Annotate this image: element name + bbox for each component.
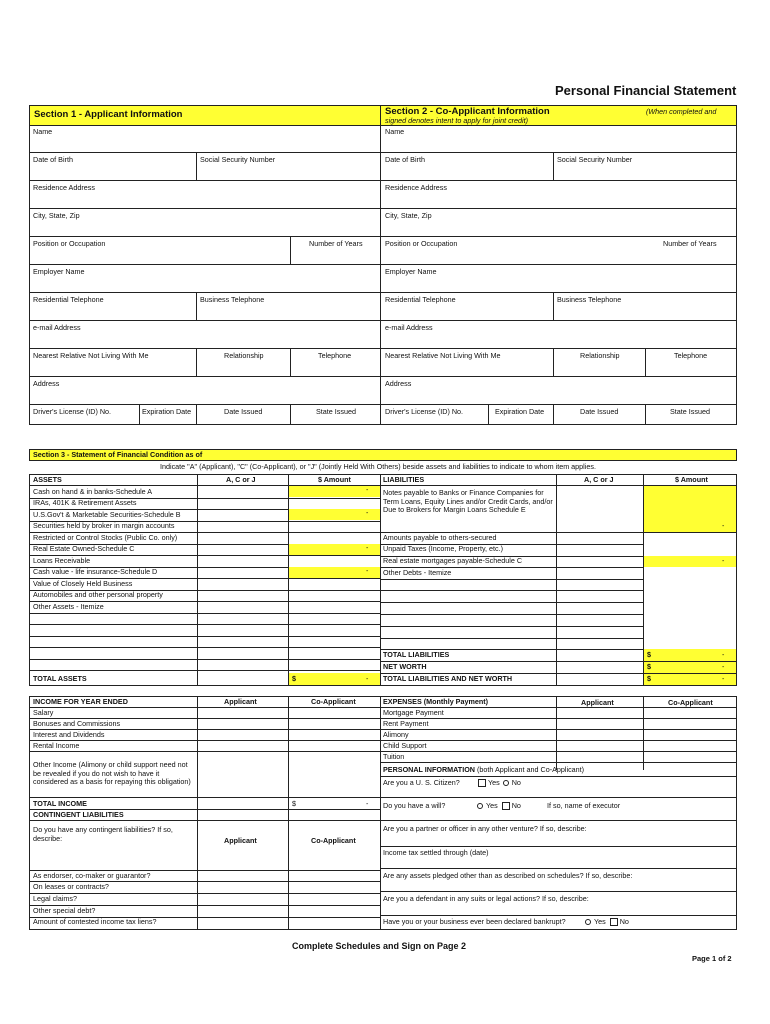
assets-amount-header: $ Amount bbox=[318, 475, 351, 484]
section3-instruction: Indicate "A" (Applicant), "C" (Co-Applicant), or "J" (Jointly Held With Others) beside assets and liabilities to indicate to whom item applies. bbox=[160, 462, 596, 471]
asset-row-label: Cash on hand & in banks-Schedule A bbox=[33, 486, 153, 496]
s1-issued-label: Date Issued bbox=[224, 407, 263, 416]
asset-securities-dash: - bbox=[366, 510, 369, 517]
s1-relationship-label: Relationship bbox=[224, 351, 264, 360]
citizen-no-label: No bbox=[511, 778, 521, 787]
expense-rent: Rent Payment bbox=[383, 719, 429, 728]
net-worth-dash: - bbox=[722, 664, 725, 671]
asset-row-label: Cash value - life insurance-Schedule D bbox=[33, 567, 158, 576]
asset-row-line bbox=[29, 670, 380, 671]
bankrupt-no-label: No bbox=[619, 917, 629, 926]
will-yes-checkbox[interactable] bbox=[477, 803, 483, 809]
s2-relative-label: Nearest Relative Not Living With Me bbox=[385, 351, 501, 360]
contingent-special: Other special debt? bbox=[33, 906, 96, 915]
citizen-question: Are you a U. S. Citizen? bbox=[383, 778, 460, 787]
total-income-dollar: $ bbox=[292, 799, 296, 808]
s1-license-label: Driver's License (ID) No. bbox=[33, 407, 112, 416]
s2-email-label: e-mail Address bbox=[385, 323, 433, 332]
liab-notes-label: Notes payable to Banks or Finance Companies for Term Loans, Equity Lines and/or Credit Cards, and/or Due to Brokers for Margin Loans Schedule E bbox=[383, 488, 553, 515]
income-other: Other Income (Alimony or child support need not be revealed if you do not wish to have it considered as a basis for repaying this obligation) bbox=[33, 760, 191, 787]
liab-row-line bbox=[380, 626, 644, 627]
liab-mortgage-dash: - bbox=[722, 558, 725, 565]
defendant-question: Are you a defendant in any suits or legal actions? If so, describe: bbox=[383, 894, 589, 903]
total-assets-dash: - bbox=[366, 676, 369, 683]
asset-row-line bbox=[29, 659, 380, 660]
page-title: Personal Financial Statement bbox=[555, 83, 737, 98]
total-liab-nw-dollar: $ bbox=[647, 674, 651, 683]
asset-row-label: Restricted or Control Stocks (Public Co. only) bbox=[33, 532, 178, 542]
income-header: INCOME FOR YEAR ENDED bbox=[33, 697, 128, 706]
expense-child-support: Child Support bbox=[383, 741, 427, 750]
citizen-no-checkbox[interactable] bbox=[503, 780, 509, 786]
liab-row-line bbox=[380, 614, 644, 615]
asset-row-label: Automobiles and other personal property bbox=[33, 590, 163, 599]
net-worth-dollar: $ bbox=[647, 662, 651, 671]
citizen-yes-label: Yes bbox=[488, 778, 500, 787]
bankrupt-question: Have you or your business ever been declared bankrupt? bbox=[383, 917, 566, 926]
asset-lifeins-dash: - bbox=[366, 568, 369, 575]
total-liab-dollar: $ bbox=[647, 650, 651, 659]
executor-label: If so, name of executor bbox=[547, 801, 621, 810]
s2-city-label: City, State, Zip bbox=[385, 211, 432, 220]
will-no-label: No bbox=[511, 801, 521, 810]
s2-license-label: Driver's License (ID) No. bbox=[385, 407, 464, 416]
will-no-checkbox[interactable] bbox=[502, 802, 510, 810]
s1-employer-label: Employer Name bbox=[33, 267, 85, 276]
contingent-applicant-header: Applicant bbox=[224, 836, 257, 845]
liab-taxes: Unpaid Taxes (Income, Property, etc.) bbox=[383, 544, 503, 553]
s1-position-label: Position or Occupation bbox=[33, 239, 106, 248]
expenses-applicant-header: Applicant bbox=[581, 698, 614, 707]
income-applicant-header: Applicant bbox=[224, 697, 257, 706]
asset-realestate-dash: - bbox=[366, 545, 369, 552]
asset-cash-dash: - bbox=[366, 487, 369, 494]
s2-dob-label: Date of Birth bbox=[385, 155, 425, 164]
asset-row-label: Loans Receivable bbox=[33, 555, 91, 565]
s2-bus-phone-label: Business Telephone bbox=[557, 295, 622, 304]
total-assets-label: TOTAL ASSETS bbox=[33, 674, 87, 683]
expense-tuition: Tuition bbox=[383, 752, 405, 761]
s2-relationship-label: Relationship bbox=[580, 351, 620, 360]
will-question: Do you have a will? bbox=[383, 801, 446, 810]
s2-employer-label: Employer Name bbox=[385, 267, 437, 276]
contingent-legal: Legal claims? bbox=[33, 894, 77, 903]
bankrupt-yes-checkbox[interactable] bbox=[585, 919, 591, 925]
s1-state-label: State Issued bbox=[316, 407, 356, 416]
expenses-coapplicant-header: Co-Applicant bbox=[668, 698, 713, 707]
s1-telephone-label: Telephone bbox=[318, 351, 352, 360]
personal-header-note: (both Applicant and Co-Applicant) bbox=[476, 765, 585, 774]
s1-expiration-label: Expiration Date bbox=[142, 407, 192, 416]
will-yes-label: Yes bbox=[486, 801, 498, 810]
total-income-label: TOTAL INCOME bbox=[33, 799, 87, 808]
liab-row-line bbox=[380, 638, 644, 639]
total-liabilities-label: TOTAL LIABILITIES bbox=[383, 650, 450, 659]
s2-telephone-label: Telephone bbox=[674, 351, 708, 360]
asset-row-label: Securities held by broker in margin accounts bbox=[33, 521, 175, 530]
footer-complete-note: Complete Schedules and Sign on Page 2 bbox=[292, 941, 467, 951]
contingent-header: CONTINGENT LIABILITIES bbox=[33, 810, 124, 819]
expenses-header: EXPENSES (Monthly Payment) bbox=[383, 697, 489, 706]
s1-email-label: e-mail Address bbox=[33, 323, 81, 332]
total-assets-dollar: $ bbox=[292, 674, 296, 683]
s1-dob-label: Date of Birth bbox=[33, 155, 73, 164]
total-liab-dash: - bbox=[722, 652, 725, 659]
liab-notes-dash: - bbox=[722, 523, 725, 530]
bankrupt-yes-label: Yes bbox=[594, 917, 606, 926]
asset-row-label: IRAs, 401K & Retirement Assets bbox=[33, 498, 137, 507]
s1-name-label: Name bbox=[33, 127, 53, 136]
contingent-question: Do you have any contingent liabilities? If so, describe: bbox=[33, 825, 173, 843]
asset-row-label: Real Estate Owned-Schedule C bbox=[33, 544, 135, 553]
s2-res-phone-label: Residential Telephone bbox=[385, 295, 456, 304]
expense-mortgage: Mortgage Payment bbox=[383, 708, 444, 717]
section1-header: Section 1 - Applicant Information bbox=[34, 109, 183, 120]
s1-address-label: Residence Address bbox=[33, 183, 95, 192]
personal-header: PERSONAL INFORMATION bbox=[383, 765, 475, 774]
s1-res-phone-label: Residential Telephone bbox=[33, 295, 104, 304]
assets-acj-header: A, C or J bbox=[226, 475, 256, 484]
liab-row-line bbox=[380, 602, 644, 603]
asset-row-label: Value of Closely Held Business bbox=[33, 578, 133, 588]
section2-header: Section 2 - Co-Applicant Information bbox=[385, 106, 550, 117]
s2-expiration-label: Expiration Date bbox=[495, 407, 545, 416]
s2-rel-address-label: Address bbox=[385, 379, 412, 388]
asset-row-line bbox=[29, 636, 380, 637]
total-liab-nw-dash: - bbox=[722, 676, 725, 683]
page-number: Page 1 of 2 bbox=[692, 954, 732, 963]
total-liab-nw-label: TOTAL LIABILITIES AND NET WORTH bbox=[383, 674, 513, 683]
liab-amount-header: $ Amount bbox=[675, 475, 708, 484]
s1-city-label: City, State, Zip bbox=[33, 211, 80, 220]
bankrupt-no-checkbox[interactable] bbox=[610, 918, 618, 926]
income-interest: Interest and Dividends bbox=[33, 730, 105, 739]
total-income-dash: - bbox=[366, 801, 369, 808]
section2-note2: signed denotes intent to apply for joint credit) bbox=[385, 116, 529, 125]
section3-header: Section 3 - Statement of Financial Condition as of bbox=[33, 450, 203, 459]
s2-name-label: Name bbox=[385, 127, 405, 136]
asset-row-label: Other Assets - Itemize bbox=[33, 601, 104, 611]
s2-years-label: Number of Years bbox=[663, 239, 717, 248]
income-rental: Rental Income bbox=[33, 741, 80, 750]
s2-position-label: Position or Occupation bbox=[385, 239, 458, 248]
s1-rel-address-label: Address bbox=[33, 379, 60, 388]
partner-question: Are you a partner or officer in any other venture? If so, describe: bbox=[383, 824, 587, 833]
section2-note: (When completed and bbox=[646, 107, 717, 116]
contingent-endorser: As endorser, co-maker or guarantor? bbox=[33, 871, 151, 880]
net-worth-label: NET WORTH bbox=[383, 662, 427, 671]
s1-bus-phone-label: Business Telephone bbox=[200, 295, 265, 304]
s2-ssn-label: Social Security Number bbox=[557, 155, 633, 164]
applicant-info-table bbox=[29, 105, 737, 425]
tax-settled-label: Income tax settled through (date) bbox=[383, 848, 489, 857]
s1-relative-label: Nearest Relative Not Living With Me bbox=[33, 351, 149, 360]
asset-row-line bbox=[29, 647, 380, 648]
liab-other: Other Debts - Itemize bbox=[383, 568, 452, 577]
liab-mortgage: Real estate mortgages payable-Schedule C bbox=[383, 556, 523, 565]
income-bonuses: Bonuses and Commissions bbox=[33, 719, 121, 728]
liab-row-line bbox=[380, 579, 644, 580]
liab-header: LIABILITIES bbox=[383, 475, 425, 484]
s2-address-label: Residence Address bbox=[385, 183, 447, 192]
s2-issued-label: Date Issued bbox=[580, 407, 619, 416]
liab-secured: Amounts payable to others-secured bbox=[383, 533, 497, 542]
liab-row-line bbox=[380, 590, 644, 591]
s1-ssn-label: Social Security Number bbox=[200, 155, 276, 164]
contingent-coapplicant-header: Co-Applicant bbox=[311, 836, 356, 845]
citizen-yes-checkbox[interactable] bbox=[478, 779, 486, 787]
assets-header: ASSETS bbox=[33, 475, 62, 484]
contingent-leases: On leases or contracts? bbox=[33, 882, 109, 891]
s2-state-label: State Issued bbox=[670, 407, 710, 416]
asset-row-line bbox=[29, 613, 380, 614]
liab-acj-header: A, C or J bbox=[584, 475, 614, 484]
pledged-question: Are any assets pledged other than as described on schedules? If so, describe: bbox=[383, 871, 633, 880]
asset-row-line bbox=[29, 624, 380, 625]
income-coapplicant-header: Co-Applicant bbox=[311, 697, 356, 706]
asset-row-label: U.S.Gov't & Marketable Securities-Schedule B bbox=[33, 509, 181, 519]
s1-years-label: Number of Years bbox=[309, 239, 363, 248]
contingent-tax-liens: Amount of contested income tax liens? bbox=[33, 917, 157, 926]
expense-alimony: Alimony bbox=[383, 730, 409, 739]
income-salary: Salary bbox=[33, 708, 54, 717]
